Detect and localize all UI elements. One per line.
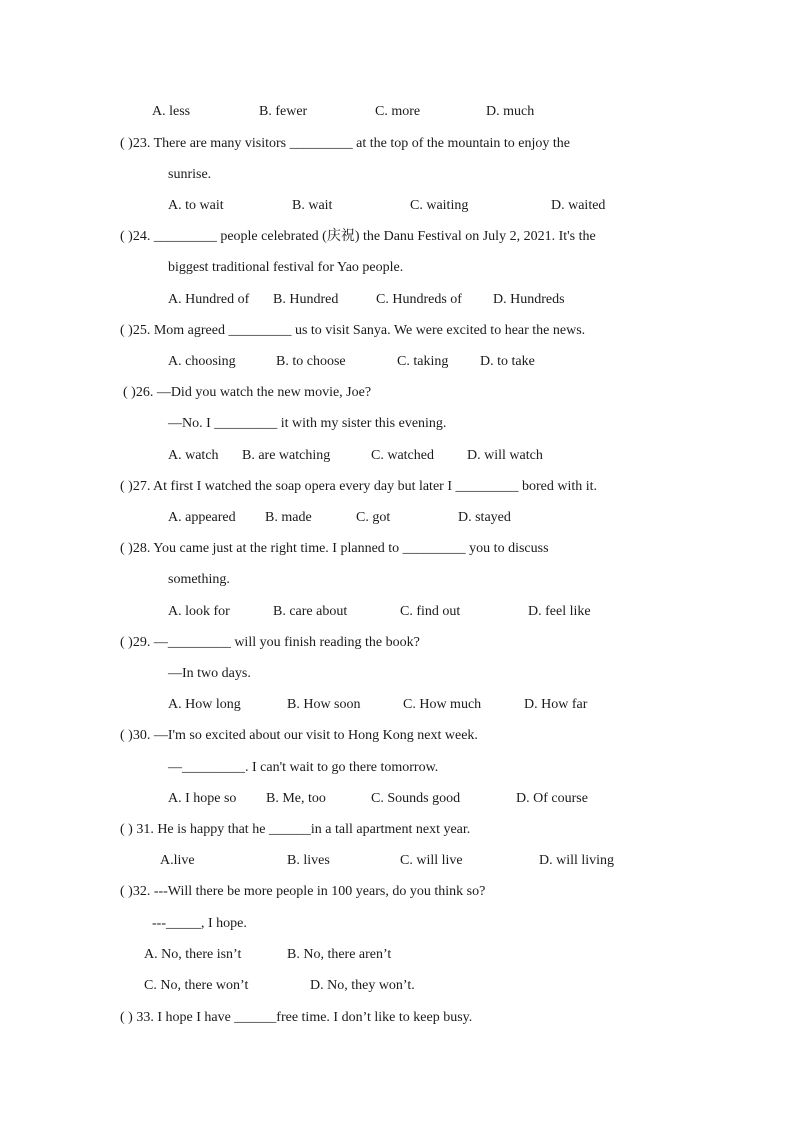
q30-stem-line2: —_________. I can't wait to go there tomorrow. (168, 760, 439, 775)
q29-option-c: C. How much (403, 697, 482, 712)
q25-option-b: B. to choose (276, 354, 346, 369)
q25-option-a: A. choosing (168, 354, 236, 369)
q23-option-b: B. wait (292, 198, 333, 213)
q28-stem-line1: ( )28. You came just at the right time. I planned to _________ you to discuss (120, 541, 549, 556)
q26-stem-line2: —No. I _________ it with my sister this evening. (168, 416, 447, 431)
q26-option-d: D. will watch (467, 448, 543, 463)
q27-option-c: C. got (356, 510, 391, 525)
q26-option-c: C. watched (371, 448, 434, 463)
q32-option-a: A. No, there isn’t (144, 947, 242, 962)
q30-option-b: B. Me, too (266, 791, 326, 806)
q26-stem-line1: ( )26. —Did you watch the new movie, Joe? (123, 385, 372, 400)
q25-stem-line1: ( )25. Mom agreed _________ us to visit Sanya. We were excited to hear the news. (120, 323, 586, 338)
q23-stem-line2: sunrise. (168, 167, 212, 182)
q29-option-b: B. How soon (287, 697, 361, 712)
q22-option-a: A. less (152, 104, 191, 119)
q24-option-a: A. Hundred of (168, 292, 250, 307)
q23-option-a: A. to wait (168, 198, 224, 213)
q22-option-d: D. much (486, 104, 535, 119)
q31-option-d: D. will living (539, 853, 615, 868)
q24-stem-line2: biggest traditional festival for Yao people. (168, 260, 404, 275)
q31-option-c: C. will live (400, 853, 463, 868)
q22-option-b: B. fewer (259, 104, 308, 119)
q29-stem-line1: ( )29. —_________ will you finish reading the book? (120, 635, 420, 650)
q28-option-d: D. feel like (528, 604, 591, 619)
q28-stem-line2: something. (168, 572, 230, 587)
q23-option-c: C. waiting (410, 198, 469, 213)
q24-option-c: C. Hundreds of (376, 292, 462, 307)
q31-stem-line1: ( ) 31. He is happy that he ______in a tall apartment next year. (120, 822, 471, 837)
q22-option-c: C. more (375, 104, 421, 119)
q25-option-c: C. taking (397, 354, 449, 369)
q28-option-a: A. look for (168, 604, 230, 619)
q24-option-b: B. Hundred (273, 292, 339, 307)
q29-option-a: A. How long (168, 697, 241, 712)
q24-stem-line1: ( )24. _________ people celebrated (庆祝) the Danu Festival on July 2, 2021. It's the (120, 229, 596, 244)
q27-option-b: B. made (265, 510, 312, 525)
q30-option-c: C. Sounds good (371, 791, 461, 806)
q28-option-c: C. find out (400, 604, 461, 619)
q30-stem-line1: ( )30. —I'm so excited about our visit to Hong Kong next week. (120, 728, 478, 743)
q27-stem-line1: ( )27. At first I watched the soap opera every day but later I _________ bored with it. (120, 479, 598, 494)
q32-option-d: D. No, they won’t. (310, 978, 415, 993)
q32-stem-line1: ( )32. ---Will there be more people in 100 years, do you think so? (120, 884, 486, 899)
q31-option-b: B. lives (287, 853, 330, 868)
q29-stem-line2: —In two days. (168, 666, 251, 681)
q24-option-d: D. Hundreds (493, 292, 565, 307)
q29-option-d: D. How far (524, 697, 588, 712)
q23-option-d: D. waited (551, 198, 606, 213)
q32-stem-line2: ---_____, I hope. (152, 916, 247, 931)
q30-option-a: A. I hope so (168, 791, 237, 806)
q25-option-d: D. to take (480, 354, 535, 369)
q31-option-a: A.live (160, 853, 195, 868)
q28-option-b: B. care about (273, 604, 348, 619)
q33-stem-line1: ( ) 33. I hope I have ______free time. I don’t like to keep busy. (120, 1010, 473, 1025)
q26-option-a: A. watch (168, 448, 219, 463)
q23-stem-line1: ( )23. There are many visitors _________ at the top of the mountain to enjoy the (120, 136, 570, 151)
q32-option-c: C. No, there won’t (144, 978, 249, 993)
q30-option-d: D. Of course (516, 791, 588, 806)
q27-option-d: D. stayed (458, 510, 511, 525)
q32-option-b: B. No, there aren’t (287, 947, 392, 962)
q27-option-a: A. appeared (168, 510, 236, 525)
q26-option-b: B. are watching (242, 448, 331, 463)
